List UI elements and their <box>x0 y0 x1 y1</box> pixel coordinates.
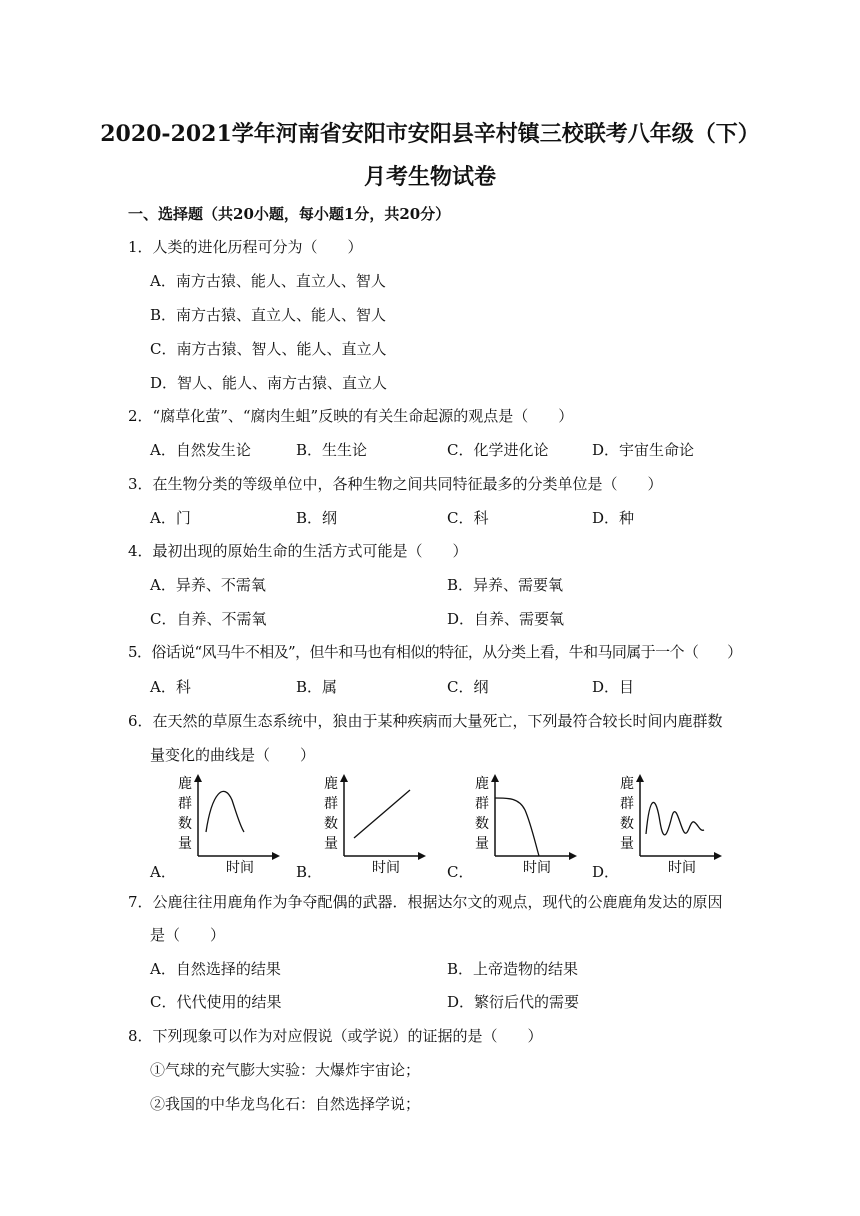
y-label-char: 数 <box>178 816 192 832</box>
exam-title-line1: 2020-2021学年河南省安阳市安阳县辛村镇三校联考八年级（下） <box>100 121 760 147</box>
q2-option-b: B．生生论 <box>296 441 368 459</box>
q3-option-d: D．种 <box>592 509 635 527</box>
q1-option-b: B．南方古猿、直立人、能人、智人 <box>150 306 387 324</box>
q6-graph-c-label: C． <box>447 863 474 881</box>
question-8-stem: 8．下列现象可以作为对应假说（或学说）的证据的是（ ） <box>128 1027 543 1045</box>
y-label-char: 群 <box>475 796 489 812</box>
q8-item-1: ①气球的充气膨大实验：大爆炸宇宙论； <box>150 1061 421 1079</box>
q6-graph-b-label: B． <box>296 863 323 881</box>
question-7-stem-line1: 7．公鹿往往用鹿角作为争夺配偶的武器．根据达尔文的观点，现代的公鹿鹿角发达的原因 <box>128 893 723 911</box>
q6-graph-d-label: D． <box>592 863 620 881</box>
q4-option-a: A．异养、不需氧 <box>150 576 266 594</box>
section-heading: 一、选择题（共20小题，每小题1分，共20分） <box>128 205 451 223</box>
y-axis-arrow <box>194 774 202 782</box>
x-axis-arrow <box>714 852 722 860</box>
x-axis-arrow <box>272 852 280 860</box>
q7-option-b: B．上帝造物的结果 <box>447 960 579 978</box>
q6-graph-a <box>172 772 282 876</box>
q6-graph-d <box>614 772 724 876</box>
q5-option-d: D．目 <box>592 678 635 696</box>
q3-option-a: A．门 <box>150 509 191 527</box>
x-label: 时间 <box>372 860 400 876</box>
q3-option-b: B．纲 <box>296 509 338 527</box>
y-axis-arrow <box>491 774 499 782</box>
q6-graph-b <box>318 772 428 876</box>
q2-option-c: C．化学进化论 <box>447 441 549 459</box>
q5-option-b: B．属 <box>296 678 338 696</box>
curve <box>646 802 704 834</box>
exam-title-line2: 月考生物试卷 <box>363 164 496 190</box>
q2-option-a: A．自然发生论 <box>150 441 251 459</box>
curve <box>495 798 539 856</box>
x-label: 时间 <box>668 860 696 876</box>
question-3-stem: 3．在生物分类的等级单位中，各种生物之间共同特征最多的分类单位是（ ） <box>128 475 663 493</box>
y-label-char: 量 <box>324 836 338 852</box>
q7-option-d: D．繁衍后代的需要 <box>447 993 580 1011</box>
question-6-stem-line1: 6．在天然的草原生态系统中，狼由于某种疾病而大量死亡，下列最符合较长时间内鹿群数 <box>128 712 723 730</box>
q7-option-c: C．代代使用的结果 <box>150 993 282 1011</box>
q5-option-c: C．纲 <box>447 678 489 696</box>
q7-option-a: A．自然选择的结果 <box>150 960 281 978</box>
q1-option-a: A．南方古猿、能人、直立人、智人 <box>150 272 386 290</box>
question-4-stem: 4．最初出现的原始生命的生活方式可能是（ ） <box>128 542 468 560</box>
q1-option-d: D．智人、能人、南方古猿、直立人 <box>150 374 388 392</box>
q4-option-c: C．自养、不需氧 <box>150 610 267 628</box>
x-axis-arrow <box>418 852 426 860</box>
q1-option-c: C．南方古猿、智人、能人、直立人 <box>150 340 387 358</box>
question-6-stem-line2: 量变化的曲线是（ ） <box>150 746 316 764</box>
y-axis-arrow <box>340 774 348 782</box>
y-label-char: 群 <box>620 796 634 812</box>
y-label-char: 数 <box>324 816 338 832</box>
q2-option-d: D．宇宙生命论 <box>592 441 695 459</box>
q3-option-c: C．科 <box>447 509 489 527</box>
y-label-char: 鹿 <box>324 776 338 792</box>
y-axis-arrow <box>636 774 644 782</box>
q4-option-b: B．异养、需要氧 <box>447 576 564 594</box>
question-5-stem: 5．俗话说“风马牛不相及”，但牛和马也有相似的特征，从分类上看，牛和马同属于一个（ ） <box>128 643 742 661</box>
y-label-char: 鹿 <box>620 776 634 792</box>
curve <box>354 790 410 838</box>
q8-item-2: ②我国的中华龙鸟化石：自然选择学说； <box>150 1095 421 1113</box>
y-label-char: 鹿 <box>475 776 489 792</box>
y-label-char: 数 <box>620 816 634 832</box>
x-axis-arrow <box>569 852 577 860</box>
x-label: 时间 <box>226 860 254 876</box>
y-label-char: 群 <box>178 796 192 812</box>
y-label-char: 数 <box>475 816 489 832</box>
y-label-char: 量 <box>475 836 489 852</box>
y-label-char: 量 <box>620 836 634 852</box>
q5-option-a: A．科 <box>150 678 191 696</box>
x-label: 时间 <box>523 860 551 876</box>
q4-option-d: D．自养、需要氧 <box>447 610 565 628</box>
y-label-char: 量 <box>178 836 192 852</box>
q6-graph-c <box>469 772 579 876</box>
curve <box>206 791 244 832</box>
y-label-char: 群 <box>324 796 338 812</box>
question-1-stem: 1．人类的进化历程可分为（ ） <box>128 238 363 256</box>
q6-graph-a-label: A． <box>150 863 176 881</box>
question-7-stem-line2: 是（ ） <box>150 926 226 944</box>
question-2-stem: 2．“腐草化萤”、“腐肉生蛆”反映的有关生命起源的观点是（ ） <box>128 407 574 425</box>
y-label-char: 鹿 <box>178 776 192 792</box>
